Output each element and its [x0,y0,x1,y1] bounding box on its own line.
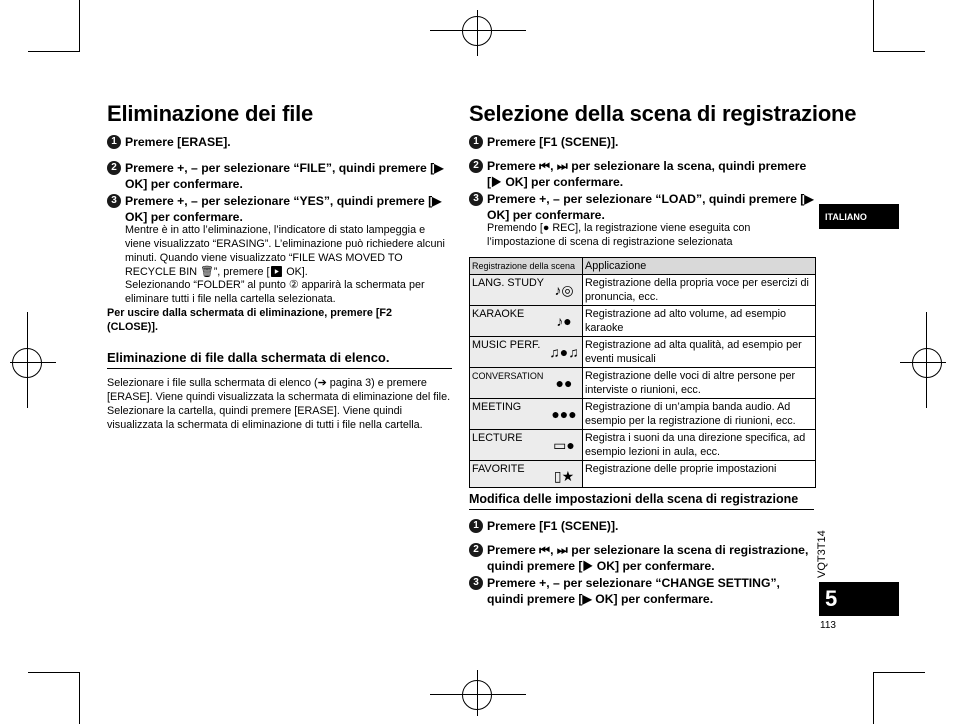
karaoke-icon: ♪● [556,313,572,329]
lecture-icon: ▭● [553,437,575,453]
step-number: 1 [107,135,121,149]
left-step-2 [107,160,452,192]
step-number: 3 [469,576,483,590]
right-step-2 [469,158,814,190]
modify-step-2 [469,542,814,574]
modify-step-3 [469,575,814,607]
step-number: 1 [469,135,483,149]
step-text: Premere [F1 (SCENE)]. [487,519,619,533]
step-number: 2 [469,543,483,557]
scene-description: Registrazione della propria voce per esercizi di pronuncia, ecc. [583,275,816,306]
step-number: 2 [107,161,121,175]
scene-name: LECTURE [472,432,523,444]
step-text: Premere +, – per selezionare “YES”, quindi premere [▶ OK] per confermare. [125,194,442,224]
step-number: 3 [107,194,121,208]
left-body-text: Selezionare i file sulla schermata di elenco (➔ pagina 3) e premere [ERASE]. Viene quindi visualizzata la schermata di eliminazione del file. Selezionare la cartella, quindi premere [ERASE]. Viene quindi visualizzata la schermata di eliminazione di tutti i file nella cartella. [107,377,451,431]
step-number: 2 [469,159,483,173]
step-text: Premere ⏮, ⏭ per selezionare la scena, quindi premere [▶ OK] per confermare. [487,159,807,189]
table-row [470,306,816,337]
scene-description: Registrazione di un’ampia banda audio. Ad esempio per la registrazione di riunioni, ecc. [583,399,816,430]
left-step-3 [107,193,452,225]
step-text: Premere +, – per selezionare “FILE”, quindi premere [▶ OK] per confermare. [125,161,444,191]
scene-name: MEETING [472,401,522,413]
table-row [470,337,816,368]
table-header: Applicazione [583,258,816,275]
table-row [470,461,816,488]
table-header-row [470,258,816,275]
step-text: Premere ⏮, ⏭ per selezionare la scena di registrazione, quindi premere [▶ OK] per confermare. [487,543,809,573]
left-step-1 [107,134,452,150]
right-title: Selezione della scena di registrazione [469,101,857,126]
step-text: Premere +, – per selezionare “CHANGE SETTING”, quindi premere [▶ OK] per confermare. [487,576,780,606]
scene-description: Registrazione delle voci di altre persone per interviste o riunioni, ecc. [583,368,816,399]
scene-table [469,257,816,488]
erase-progress-note: Mentre è in atto l’eliminazione, l’indicatore di stato lampeggia e viene visualizzato “ERASING”. L’eliminazione può richiedere alcuni minuti. Quando viene visualizzato “FILE WAS MOVED TO RECYCLE BIN 🗑”, premere [▶ OK]. [125,224,445,278]
modify-step-1 [469,518,814,534]
scene-name: LANG. STUDY [472,277,544,289]
language-tab: ITALIANO [819,204,899,229]
scene-name: MUSIC PERF. [472,339,541,351]
scene-description: Registrazione ad alta qualità, ad esempio per eventi musicali [583,337,816,368]
conversation-icon: ●● [555,375,573,391]
step-text: Premere +, – per selezionare “LOAD”, quindi premere [▶ OK] per confermare. [487,192,814,222]
scene-description: Registrazione delle proprie impostazioni [583,461,816,488]
table-row [470,430,816,461]
table-row [470,368,816,399]
step-number: 3 [469,192,483,206]
step-number: 1 [469,519,483,533]
step-text: Premere [F1 (SCENE)]. [487,135,619,149]
scene-name: CONVERSATION [472,371,544,381]
music-perf-icon: ♫●♫ [549,344,579,360]
rec-note: Premendo [● REC], la registrazione viene eseguita con l’impostazione di scena di registrazione selezionata [487,222,751,248]
table-row [470,275,816,306]
folder-note: Selezionando “FOLDER” al punto ② apparirà la schermata per eliminare tutti i file nella cartella selezionata. [125,279,425,305]
lang-study-icon: ♪◎ [554,282,574,298]
meeting-icon: ●●● [551,406,577,422]
scene-name: KARAOKE [472,308,525,320]
scene-name: FAVORITE [472,463,525,475]
right-subheading: Modifica delle impostazioni della scena di registrazione [469,492,814,510]
page-number: 113 [820,620,836,631]
scene-description: Registrazione ad alto volume, ad esempio karaoke [583,306,816,337]
exit-note: Per uscire dalla schermata di eliminazione, premere [F2 (CLOSE)]. [107,307,393,333]
scene-description: Registra i suoni da una direzione specifica, ad esempio lezioni in aula, ecc. [583,430,816,461]
table-row [470,399,816,430]
right-step-3 [469,191,814,223]
step-text: Premere [ERASE]. [125,135,231,149]
favorite-icon: ▯★ [553,468,575,484]
left-title: Eliminazione dei file [107,101,314,126]
table-header: Registrazione della scena [470,258,583,275]
left-subheading: Eliminazione di file dalla schermata di elenco. [107,350,452,369]
chapter-number: 5 [819,582,899,616]
right-step-1 [469,134,814,150]
document-code: VQT3T14 [816,530,828,578]
